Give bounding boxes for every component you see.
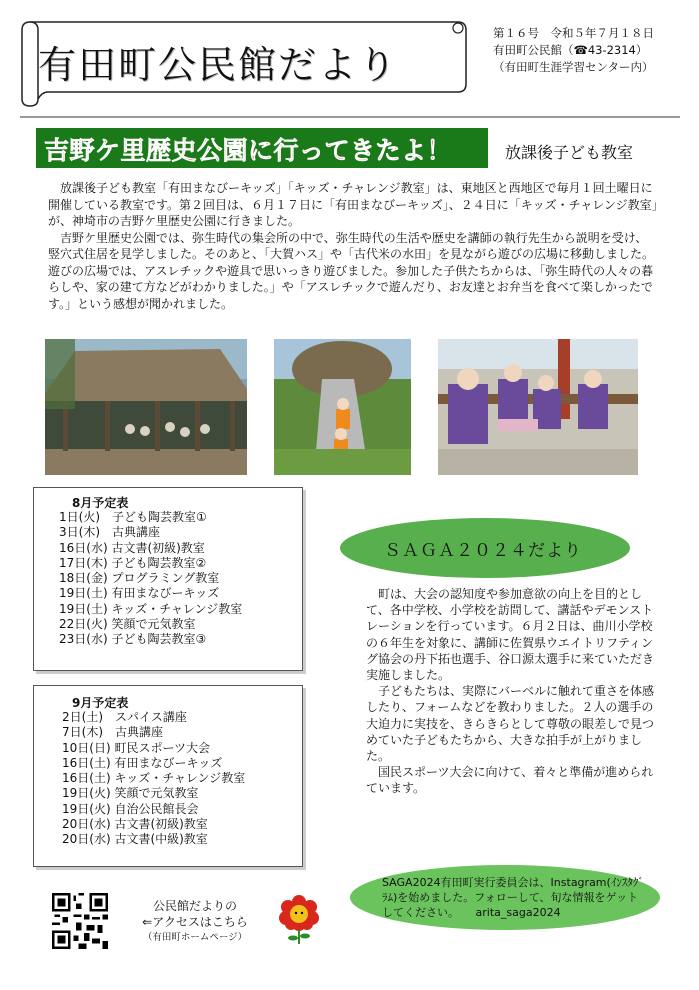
schedule-item: 3日(木) 古典講座 bbox=[59, 525, 160, 540]
schedule-item: 22日(火) 笑顔で元気教室 bbox=[59, 617, 196, 632]
schedule-item: 19日(火) 自治公民館長会 bbox=[62, 801, 199, 816]
saga-title: ＳＡＧＡ２０２４だより bbox=[384, 541, 582, 561]
article-body bbox=[48, 180, 658, 312]
publisher-location: （有田町生涯学習センター内） bbox=[493, 60, 654, 74]
schedule-item: 23日(水) 子ども陶芸教室③ bbox=[59, 632, 207, 647]
issue-info bbox=[493, 25, 654, 76]
issue-date: 第１６号 令和５年７月１８日 bbox=[493, 26, 654, 40]
instagram-note: SAGA2024有田町実行委員会は、Instagram(ｲﾝｽﾀｸﾞﾗﾑ)を始めました。フォローして、旬な情報をゲットしてください。 arita_saga2024 bbox=[382, 876, 644, 919]
photo-slide bbox=[274, 339, 411, 475]
september-schedule-title: 9月予定表 bbox=[72, 696, 129, 710]
schedule-item: 2日(土) スパイス講座 bbox=[62, 710, 187, 724]
august-schedule-list bbox=[59, 510, 242, 648]
schedule-item: 20日(水) 古文書(中級)教室 bbox=[62, 832, 208, 847]
schedule-item: 16日(水) 古文書(初級)教室 bbox=[59, 540, 205, 555]
qr-caption-line2: ⇐アクセスはこちら bbox=[142, 915, 248, 929]
qr-caption bbox=[120, 898, 270, 946]
article-paragraph: 吉野ケ里歴史公園では、弥生時代の集会所の中で、弥生時代の生活や歴史を講師の執行先生から説明を受け、竪穴式住居を見学しました。そのあと、「大賀ハス」や「古代米の水田」を見ながら遊びの広場に移動しました。遊びの広場では、アスレチックや遊具で思いっきり遊びました。参加した子供たちからは、「弥生時代の人々の暮らしや、家の建て方などがわかりました。」や「アスレチックで遊んだり、お友達とお弁当を食べて楽しかったです。」という感想が聞かれました。 bbox=[48, 230, 655, 311]
schedule-item: 19日(土) キッズ・チャレンジ教室 bbox=[59, 601, 243, 616]
flower-mascot-icon bbox=[276, 893, 322, 945]
article-paragraph: 放課後子ども教室「有田まなびーキッズ」「キッズ・チャレンジ教室」は、東地区と西地区で毎月１回土曜日に開催している教室です。第２回目は、６月１７日に「有田まなびーキッズ」、２４日に「キッズ・チャレンジ教室」が、神埼市の吉野ケ里歴史公園に行きました。 bbox=[48, 181, 658, 228]
schedule-item: 16日(土) 有田まなびーキッズ bbox=[62, 755, 223, 770]
september-schedule bbox=[33, 685, 303, 867]
photo-meeting-hall bbox=[45, 339, 247, 475]
saga-body bbox=[366, 586, 658, 797]
newsletter-title: 有田町公民館だより bbox=[38, 43, 399, 87]
schedule-item: 20日(水) 古文書(初級)教室 bbox=[62, 817, 208, 832]
publisher: 有田町公民館（☎43-2314） bbox=[493, 43, 648, 57]
schedule-item: 10日(日) 町民スポーツ大会 bbox=[62, 740, 210, 755]
august-schedule-title: 8月予定表 bbox=[72, 496, 129, 510]
september-schedule-list bbox=[62, 710, 245, 848]
schedule-item: 7日(木) 古典講座 bbox=[62, 725, 163, 740]
header-divider bbox=[20, 116, 680, 118]
qr-caption-line1: 公民館だよりの bbox=[152, 899, 237, 913]
august-schedule bbox=[33, 487, 303, 671]
schedule-item: 19日(火) 笑顔で元気教室 bbox=[62, 786, 199, 801]
photo-lunch bbox=[438, 339, 638, 475]
article-headline: 吉野ケ里歴史公園に行ってきたよ！ bbox=[44, 136, 453, 165]
schedule-item: 17日(木) 子ども陶芸教室② bbox=[59, 555, 207, 570]
section-label: 放課後子ども教室 bbox=[505, 143, 634, 162]
schedule-item: 16日(土) キッズ・チャレンジ教室 bbox=[62, 771, 246, 786]
saga-paragraph: 子どもたちは、実際にバーベルに触れて重さを体感したり、フォームなどを教わりました。２人の選手の大迫力に実技を、きらきらとして尊敬の眼差しで見つめていた子どもたちから、大きな拍手が上がりました。 bbox=[366, 684, 655, 764]
schedule-item: 1日(火) 子ども陶芸教室① bbox=[59, 510, 207, 524]
qr-code-icon[interactable] bbox=[52, 893, 108, 949]
saga-paragraph: 国民スポーツ大会に向けて、着々と準備が進められています。 bbox=[366, 765, 654, 796]
saga-paragraph: 町は、大会の認知度や参加意欲の向上を目的として、各中学校、小学校を訪問して、講話やデモンストレーションを行っています。６月２日は、曲川小学校の６年生を対象に、講師に佐賀県ウエイトリフティング協会の丹下拓也選手、谷口源太選手に来ていただき実施しました。 bbox=[366, 587, 655, 683]
qr-caption-line3: （有田町ホームページ） bbox=[142, 932, 248, 943]
schedule-item: 19日(土) 有田まなびーキッズ bbox=[59, 586, 220, 601]
schedule-item: 18日(金) プログラミング教室 bbox=[59, 571, 220, 586]
